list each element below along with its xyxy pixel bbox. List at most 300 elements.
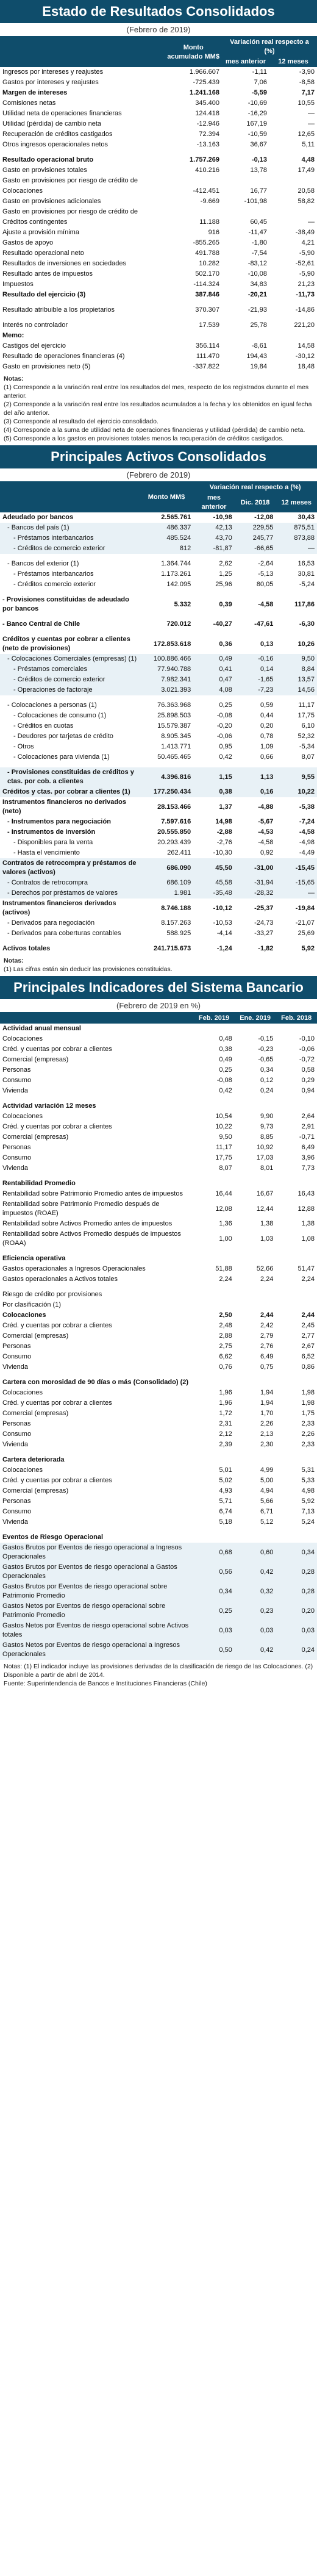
row-value: 20,58 xyxy=(297,187,315,195)
note-line: (1) Las cifras están sin deducir las provisiones constituidas. xyxy=(4,966,173,973)
row-value: 5,92 xyxy=(301,945,315,952)
table-row xyxy=(0,1024,317,1034)
table-row xyxy=(0,731,317,742)
row-value: 486.337 xyxy=(140,523,193,533)
row-value: 0,16 xyxy=(235,787,276,797)
table-row xyxy=(0,1621,317,1640)
row-value: -0,71 xyxy=(299,1133,315,1141)
table-row xyxy=(0,1582,317,1601)
row-label xyxy=(0,939,140,944)
row-value: 1.966.607 xyxy=(190,68,219,76)
row-value: 0,34 xyxy=(193,1582,235,1601)
row-label: Por clasificación (1) xyxy=(2,1301,61,1308)
row-label: - Créditos comercio exterior xyxy=(13,581,96,588)
row-value: 16,44 xyxy=(215,1190,232,1197)
row-label: Vivienda xyxy=(2,1164,28,1172)
row-value: 6,52 xyxy=(301,1353,315,1360)
row-value: 2,79 xyxy=(260,1332,274,1340)
row-value: -0,06 xyxy=(299,1046,315,1053)
row-value xyxy=(276,1254,317,1264)
row-value: -0,15 xyxy=(258,1035,274,1042)
table-row xyxy=(0,1111,317,1122)
row-value: 9,50 xyxy=(219,1133,232,1141)
row-value xyxy=(193,762,235,767)
table-row xyxy=(0,1300,317,1310)
row-value: 4,93 xyxy=(219,1487,232,1494)
table-row xyxy=(0,1065,317,1075)
row-value: 30,81 xyxy=(297,570,315,578)
table-row xyxy=(0,320,317,331)
table-row xyxy=(0,1254,317,1264)
table-row xyxy=(0,1086,317,1096)
row-value: 1,13 xyxy=(235,767,276,787)
row-value: 36,67 xyxy=(250,141,267,148)
row-label: Instrumentos financieros no derivados (neto) xyxy=(2,798,126,815)
row-value: 0,76 xyxy=(219,1363,232,1371)
row-value: 5,18 xyxy=(219,1518,232,1526)
row-value: -11,47 xyxy=(248,229,267,236)
row-label: - Hasta el vencimiento xyxy=(13,849,80,856)
row-label: Utilidad (pérdida) de cambio neta xyxy=(2,120,102,127)
table-row xyxy=(0,1199,317,1219)
row-value: 21,23 xyxy=(297,281,315,288)
row-label: Comercial (empresas) xyxy=(2,1056,69,1063)
row-value: 5,01 xyxy=(219,1466,232,1474)
table-row xyxy=(0,228,317,238)
row-value: 0,42 xyxy=(235,1640,276,1660)
row-value: 13,78 xyxy=(250,167,267,174)
table-row xyxy=(0,1310,317,1321)
row-value: 2,64 xyxy=(301,1113,315,1120)
row-label: Actividad variación 12 meses xyxy=(2,1102,96,1110)
row-label: Resultado operacional bruto xyxy=(2,156,94,163)
row-value: -81,87 xyxy=(193,544,235,554)
table-row xyxy=(0,279,317,290)
row-value: -412.451 xyxy=(193,187,219,195)
row-value: 8,01 xyxy=(260,1164,274,1172)
row-value: 5,00 xyxy=(260,1477,274,1484)
row-label: - Provisiones constituidas de créditos y ctas. por cob. a clientes xyxy=(0,767,140,787)
row-value: 1,94 xyxy=(260,1399,274,1407)
row-value: 4,21 xyxy=(301,239,315,246)
row-value: 172.853.618 xyxy=(154,640,191,648)
row-value: 5,11 xyxy=(302,141,315,148)
header-monto: Monto MM$ xyxy=(140,481,193,512)
row-value: -0,06 xyxy=(216,733,232,740)
row-value: -0,72 xyxy=(299,1056,315,1063)
row-value: 8,85 xyxy=(260,1133,274,1141)
row-label xyxy=(0,1249,193,1254)
row-value xyxy=(235,695,276,700)
row-label: Vivienda xyxy=(2,1363,28,1371)
row-value: 2,88 xyxy=(219,1332,232,1340)
row-label: - Créditos de comercio exterior xyxy=(0,544,140,554)
row-value: 229,55 xyxy=(235,523,276,533)
row-value xyxy=(276,695,317,700)
row-value: 25,78 xyxy=(250,321,267,329)
header-mes-anterior: mes anterior xyxy=(222,57,269,67)
row-value xyxy=(235,762,276,767)
section-estado-resultados xyxy=(0,0,317,445)
row-value: -5,24 xyxy=(299,581,315,588)
row-value: 410.216 xyxy=(195,167,219,174)
section-subtitle: (Febrero de 2019) xyxy=(126,25,191,34)
table-row xyxy=(0,1362,317,1372)
row-value xyxy=(276,1450,317,1455)
table-row xyxy=(0,569,317,579)
section-title-indicadores: Principales Indicadores del Sistema Bancario xyxy=(0,976,317,999)
row-value xyxy=(235,1101,276,1111)
row-value: 10,54 xyxy=(215,1113,232,1120)
row-value: 0,60 xyxy=(235,1543,276,1562)
table-row xyxy=(0,1408,317,1419)
table-row xyxy=(0,848,317,858)
table-row xyxy=(0,1476,317,1486)
row-value: -8,58 xyxy=(299,79,315,86)
row-value: 0,49 xyxy=(193,654,235,664)
row-value: -0,65 xyxy=(258,1056,274,1063)
row-value: 370.307 xyxy=(195,306,219,314)
row-value: -16,29 xyxy=(248,110,267,117)
table-row xyxy=(0,878,317,888)
table-row xyxy=(0,315,317,320)
table-row xyxy=(0,700,317,711)
row-value: 16,77 xyxy=(250,187,267,195)
header-variacion: Variación real respecto a (%) xyxy=(193,481,317,493)
row-label xyxy=(0,1527,193,1532)
row-value xyxy=(193,1101,235,1111)
row-value xyxy=(276,1024,317,1034)
row-value: 6,10 xyxy=(301,722,315,730)
section-title-principales-activos: Principales Activos Consolidados xyxy=(0,445,317,468)
row-value: 812 xyxy=(140,544,193,554)
row-value: -24,73 xyxy=(254,919,274,927)
row-value: 875,51 xyxy=(276,523,317,533)
row-value: 6,74 xyxy=(219,1508,232,1515)
row-value: 0,23 xyxy=(235,1601,276,1621)
row-value: 16,67 xyxy=(256,1190,274,1197)
row-value: 2,44 xyxy=(301,1311,315,1319)
table-row xyxy=(0,711,317,721)
indicadores-table xyxy=(0,1012,317,1660)
row-value: 0,25 xyxy=(219,701,232,709)
row-label xyxy=(0,1096,193,1101)
row-value xyxy=(193,630,235,634)
row-label: - Bancos del exterior (1) xyxy=(7,560,79,567)
table-row xyxy=(0,1101,317,1111)
row-value: 8,84 xyxy=(276,664,317,675)
row-value: 873,88 xyxy=(276,533,317,544)
row-label: Personas xyxy=(2,1066,31,1074)
table-row xyxy=(0,523,317,533)
row-value xyxy=(193,1249,235,1254)
table-row xyxy=(0,1601,317,1621)
row-label: Créd. y cuentas por cobrar a clientes xyxy=(2,1046,112,1053)
row-value: 80,05 xyxy=(256,581,274,588)
row-label: Créditos y cuentas por cobrar a clientes (neto de provisiones) xyxy=(2,636,130,652)
table-row xyxy=(0,944,317,954)
memo-title: Memo: xyxy=(2,332,24,339)
row-label: - Bancos del país (1) xyxy=(0,523,140,533)
row-value xyxy=(276,614,317,619)
row-value: 0,50 xyxy=(193,1640,235,1660)
row-label: - Operaciones de factoraje xyxy=(0,685,140,695)
row-value xyxy=(222,315,269,320)
row-value: -725.439 xyxy=(193,79,219,86)
row-value xyxy=(269,315,317,320)
row-value: 12,44 xyxy=(256,1205,274,1213)
row-value: 12,65 xyxy=(297,131,315,138)
row-value: 0,34 xyxy=(260,1066,274,1074)
row-value xyxy=(193,1532,235,1543)
header-blank xyxy=(0,36,165,67)
row-label: Cartera con morosidad de 90 días o más (Consolidado) (2) xyxy=(2,1379,189,1386)
row-label: Eventos de Riesgo Operacional xyxy=(2,1534,104,1541)
row-value: 17,49 xyxy=(297,167,315,174)
table-row xyxy=(0,1264,317,1274)
table-row xyxy=(0,300,317,305)
row-value xyxy=(165,315,222,320)
row-value xyxy=(276,1174,317,1179)
table-row xyxy=(0,533,317,544)
row-value xyxy=(165,176,222,186)
table-row xyxy=(0,1640,317,1660)
table-row xyxy=(0,98,317,109)
row-value xyxy=(276,630,317,634)
row-value xyxy=(193,1455,235,1465)
row-label: Vivienda xyxy=(2,1441,28,1448)
row-value: -4,98 xyxy=(299,839,315,846)
row-value: — xyxy=(308,120,315,127)
row-value xyxy=(235,1254,276,1264)
row-value: 14,58 xyxy=(297,342,315,350)
row-value: 0,68 xyxy=(193,1543,235,1562)
row-label: Castigos del ejercicio xyxy=(2,342,66,350)
note-line: (1) Corresponde a la variación real entre los resultados del mes, respecto de los registrados durante el mes anterior. xyxy=(4,384,309,400)
notes-estado-resultados xyxy=(0,372,317,445)
row-label: Rentabilidad sobre Activos Promedio antes de impuestos xyxy=(2,1220,173,1227)
table-row xyxy=(0,217,317,228)
row-value xyxy=(276,1101,317,1111)
table-row xyxy=(0,742,317,752)
row-label: Gastos Netos por Eventos de riesgo operacional sobre Patrimonio Promedio xyxy=(0,1601,193,1621)
table-row xyxy=(0,590,317,595)
row-label: Gasto en provisiones por riesgo de crédito de xyxy=(2,208,138,215)
row-value: 111.470 xyxy=(196,353,219,360)
row-value: 58,82 xyxy=(297,198,315,205)
row-value: -33,27 xyxy=(254,930,274,937)
row-label: Resultado del ejercicio (3) xyxy=(2,291,86,298)
row-label: - Otros xyxy=(13,743,34,750)
row-value xyxy=(235,1174,276,1179)
row-label: Colocaciones xyxy=(2,1113,43,1120)
table-row xyxy=(0,767,317,787)
row-label: Personas xyxy=(2,1343,31,1350)
row-value xyxy=(269,150,317,155)
row-value: 10,92 xyxy=(256,1144,274,1151)
section-subtitle: (Febrero de 2019) xyxy=(126,470,191,479)
table-row xyxy=(0,165,317,176)
row-value: 2,24 xyxy=(260,1275,274,1283)
row-label: Gastos por intereses y reajustes xyxy=(2,79,99,86)
row-value: 4.396.816 xyxy=(140,767,193,787)
table-row xyxy=(0,1096,317,1101)
row-value xyxy=(235,1285,276,1290)
table-row xyxy=(0,1229,317,1249)
row-value: -0,23 xyxy=(258,1046,274,1053)
row-value: 0,28 xyxy=(276,1582,317,1601)
table-row xyxy=(0,67,317,77)
row-label: Colocaciones xyxy=(2,1035,43,1042)
row-value xyxy=(165,150,222,155)
row-label: Activos totales xyxy=(2,945,51,952)
row-label: - Provisiones constituidas de adeudado por bancos xyxy=(2,596,129,612)
table-row xyxy=(0,77,317,88)
row-value: — xyxy=(308,218,315,226)
row-value: 6,62 xyxy=(219,1353,232,1360)
row-value: 45,58 xyxy=(193,878,235,888)
section-title-estado-resultados: Estado de Resultados Consolidados xyxy=(0,0,317,23)
table-row xyxy=(0,129,317,140)
row-value: 5,71 xyxy=(219,1498,232,1505)
row-value: 0,66 xyxy=(260,753,274,761)
table-row xyxy=(0,619,317,630)
row-value xyxy=(193,695,235,700)
row-value: -8,61 xyxy=(251,342,267,350)
row-value: -10,59 xyxy=(248,131,267,138)
row-label: Gastos Netos por Eventos de riesgo operacional sobre Activos totales xyxy=(0,1621,193,1640)
table-row xyxy=(0,196,317,207)
row-value xyxy=(193,1174,235,1179)
row-value: 2,31 xyxy=(219,1420,232,1427)
row-value: 1,96 xyxy=(219,1399,232,1407)
table-row xyxy=(0,290,317,300)
row-value xyxy=(235,1455,276,1465)
principales-activos-table xyxy=(0,481,317,954)
row-value xyxy=(222,300,269,305)
row-value: 345.400 xyxy=(195,99,219,107)
row-label xyxy=(0,695,140,700)
row-value: -19,84 xyxy=(295,904,315,912)
table-row xyxy=(0,1249,317,1254)
row-value: 6,49 xyxy=(260,1353,274,1360)
row-label: Consumo xyxy=(2,1077,32,1084)
row-label: Comercial (empresas) xyxy=(2,1487,69,1494)
table-row xyxy=(0,1143,317,1153)
row-value: -35,48 xyxy=(193,888,235,899)
row-value: 5,33 xyxy=(301,1477,315,1484)
row-label xyxy=(0,315,165,320)
row-value xyxy=(193,1254,235,1264)
row-value: 100.886.466 xyxy=(140,654,193,664)
row-label: Gastos operacionales a Activos totales xyxy=(2,1275,118,1283)
row-label: Resultado atribuible a los propietarios xyxy=(2,306,115,314)
row-value: -337.822 xyxy=(193,363,219,370)
row-value xyxy=(276,1532,317,1543)
row-value: 1,96 xyxy=(219,1389,232,1396)
row-value xyxy=(276,554,317,559)
row-value: 2,12 xyxy=(219,1430,232,1438)
row-label: Colocaciones xyxy=(2,187,43,195)
row-label: - Créditos de comercio exterior xyxy=(0,675,140,685)
header-dic-2018: Dic. 2018 xyxy=(235,493,276,512)
row-value: -4,58 xyxy=(258,839,274,846)
row-value: 1,09 xyxy=(260,743,274,750)
row-value: 8,07 xyxy=(301,753,315,761)
table-row xyxy=(0,595,317,614)
row-value: 0,20 xyxy=(276,1601,317,1621)
row-label xyxy=(0,614,140,619)
row-value: -83,12 xyxy=(248,260,267,267)
row-label: - Derechos por préstamos de valores xyxy=(0,888,140,899)
row-value: 15.579.387 xyxy=(157,722,191,730)
row-value: 2,75 xyxy=(219,1343,232,1350)
row-value: -0,10 xyxy=(299,1035,315,1042)
row-value: 0,12 xyxy=(260,1077,274,1084)
table-row xyxy=(0,1372,317,1377)
row-value: 2,30 xyxy=(260,1441,274,1448)
table-row xyxy=(0,1532,317,1543)
row-value: -855.265 xyxy=(193,239,219,246)
note-line: (4) Corresponde a la suma de utilidad neta de operaciones financieras y utilidad (pérdida) de cambio neta. xyxy=(4,426,305,434)
row-value xyxy=(193,1285,235,1290)
row-value: -12.946 xyxy=(196,120,219,127)
row-value: 0,36 xyxy=(219,640,232,648)
row-label xyxy=(0,300,165,305)
table-row xyxy=(0,654,317,664)
row-value: -3,90 xyxy=(299,68,315,76)
row-value: 0,59 xyxy=(260,701,274,709)
row-value: 12,88 xyxy=(297,1205,315,1213)
row-value: 387.846 xyxy=(195,291,219,298)
table-row xyxy=(0,269,317,279)
row-value xyxy=(222,207,269,217)
row-value: 11.188 xyxy=(199,218,219,226)
row-value: 50.465.465 xyxy=(157,753,191,761)
row-label: Créditos contingentes xyxy=(2,218,68,226)
estado-resultados-body xyxy=(0,67,317,331)
row-value: 8.157.263 xyxy=(161,919,191,927)
row-label: Utilidad neta de operaciones financieras xyxy=(2,110,122,117)
row-value: 1,70 xyxy=(260,1410,274,1417)
row-value: 0,95 xyxy=(219,743,232,750)
table-row xyxy=(0,695,317,700)
row-value: 7,73 xyxy=(301,1164,315,1172)
row-value xyxy=(276,1455,317,1465)
row-value: 2,77 xyxy=(301,1332,315,1340)
row-value: -11,73 xyxy=(296,291,315,298)
row-label: Gasto en provisiones por riesgo de crédito de xyxy=(2,177,138,184)
row-value: 10,55 xyxy=(297,99,315,107)
row-label: Gastos Brutos por Eventos de riesgo operacional a Gastos Operacionales xyxy=(0,1562,193,1582)
row-label: Consumo xyxy=(2,1430,32,1438)
row-value: 167,19 xyxy=(246,120,267,127)
row-value: 45,50 xyxy=(193,858,235,878)
row-value: 0,13 xyxy=(260,640,274,648)
row-value xyxy=(235,1024,276,1034)
row-value: 221,20 xyxy=(294,321,315,329)
row-value: -4,58 xyxy=(258,600,274,608)
row-value: -7,54 xyxy=(251,249,267,257)
row-value: -25,37 xyxy=(254,904,274,912)
row-value: -9.669 xyxy=(200,198,219,205)
table-row xyxy=(0,140,317,150)
row-label: Actividad anual mensual xyxy=(2,1025,81,1032)
header-12-meses: 12 meses xyxy=(269,57,317,67)
row-value: -0,20 xyxy=(216,722,232,730)
table-row xyxy=(0,1075,317,1086)
row-label: Ajuste a provisión mínima xyxy=(2,229,79,236)
